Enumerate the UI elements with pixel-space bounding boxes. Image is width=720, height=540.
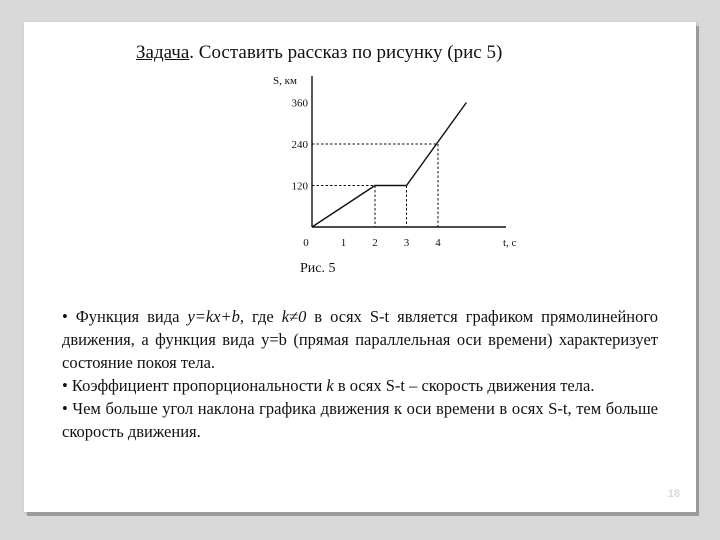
bullet-1-condition: k≠0 (281, 307, 307, 326)
x-tick-4: 4 (435, 237, 441, 249)
x-tick-1: 1 (340, 237, 347, 249)
page-number: 18 (667, 488, 680, 500)
x-axis-label: t, c (503, 237, 517, 249)
bullet-3-text: • Чем больше угол наклона графика движения к оси времени в осях S-t, тем больше скорость движения. (62, 399, 658, 441)
x-tick-3: 3 (403, 237, 410, 249)
y-tick-labels (292, 98, 309, 193)
motion-line (312, 103, 466, 228)
bullet-3 (62, 397, 658, 443)
chart-caption: Рис. 5 (300, 261, 336, 276)
bullet-1-part-3: в осях S-t является графиком прямолинейного движения, а функция вида y=b (прямая параллельная оси времени) характеризует состояние покоя тела. (62, 307, 658, 372)
bullet-2 (62, 374, 658, 397)
bullet-1-formula: y=kx+b, (187, 307, 245, 326)
bullet-1-part-1: • Функция вида (62, 307, 188, 326)
task-label: Задача (136, 42, 190, 63)
y-tick-360: 360 (291, 97, 308, 110)
bullet-2-k: k (326, 376, 334, 395)
slide (24, 22, 696, 512)
bullet-2-part-1: • Коэффициент пропорциональности (62, 376, 327, 395)
bullet-1-part-2: где (244, 307, 282, 326)
x-tick-labels (303, 237, 441, 249)
x-tick-2: 2 (372, 237, 378, 249)
bullet-1 (62, 305, 658, 374)
task-text: . Составить рассказ по рисунку (рис 5) (189, 42, 503, 63)
y-axis-label: S, км (273, 75, 297, 87)
y-tick-240: 240 (291, 139, 308, 152)
bullet-2-part-2: в осях S-t – скорость движения тела. (333, 376, 595, 395)
y-tick-120: 120 (291, 180, 308, 193)
x-tick-0: 0 (303, 237, 309, 249)
motion-chart (24, 22, 696, 312)
body-text (62, 305, 658, 443)
